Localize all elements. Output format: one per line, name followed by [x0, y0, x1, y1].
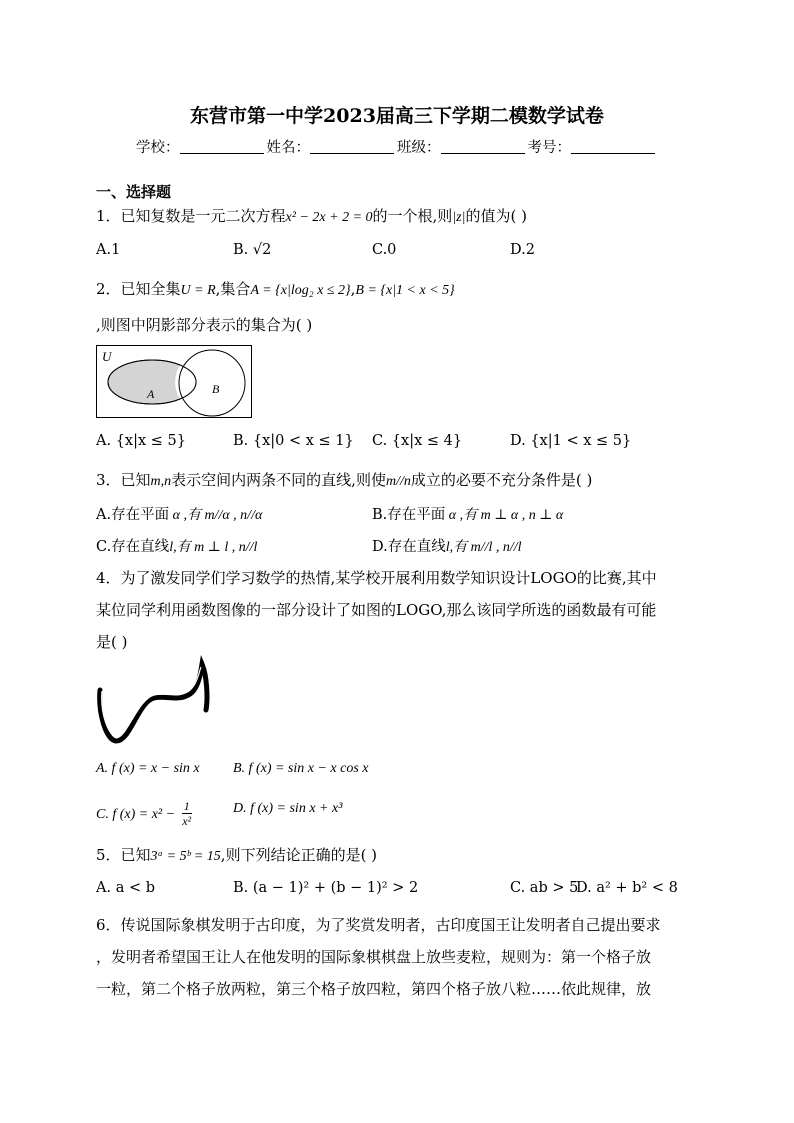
q4-option-d — [233, 800, 342, 817]
q5-equation: 3ᵃ = 5ᵇ = 15 — [150, 849, 221, 864]
q4-line-3: 是( ) — [96, 633, 128, 651]
q4-option-c — [96, 800, 192, 828]
class-label: 班级： — [397, 140, 441, 156]
q3-option-a — [96, 503, 262, 524]
q1-option-d: D.2 — [510, 242, 535, 258]
q1-option-c: C.0 — [372, 242, 397, 258]
q4-option-c-fraction — [182, 800, 192, 828]
q4-option-d-math: D. f (x) = sin x + x³ — [233, 801, 343, 816]
q1-equation: x² − 2x + 2 = 0 — [285, 210, 373, 225]
q3-mn: m,n — [150, 474, 172, 489]
q1-text-before: 1．已知复数是一元二次方程 — [96, 207, 286, 225]
venn-diagram — [96, 345, 252, 419]
id-blank — [571, 139, 655, 154]
q6-line-3: 一粒，第二个格子放两粒，第三个格子放四粒，第四个格子放八粒……依此规律，放 — [96, 980, 652, 998]
q6-line-1: 6．传说国际象棋发明于古印度，为了奖赏发明者，古印度国王让发明者自己提出要求 — [96, 916, 661, 934]
question-2 — [96, 278, 455, 299]
q5-option-d: D. a² + b² < 8 — [576, 880, 678, 896]
student-info-line — [0, 136, 794, 157]
q3-option-c-math: l,有 m ⊥ l , n//l — [169, 540, 258, 555]
q4-option-b — [233, 760, 369, 777]
venn-label-a: A — [147, 387, 155, 401]
q3-condition: m//n — [385, 474, 411, 489]
q4-option-c-math: C. f (x) = x² − — [96, 807, 176, 822]
question-3 — [96, 469, 592, 490]
school-label: 学校： — [136, 140, 180, 156]
q3-option-d-math: l,有 m//l , n//l — [445, 540, 522, 555]
question-5 — [96, 844, 377, 865]
q2-option-b: B. {x|0 < x ≤ 1} — [233, 433, 354, 449]
class-blank — [441, 139, 525, 154]
q3-text-b: 表示空间内两条不同的直线,则使 — [171, 471, 386, 489]
q3-option-b — [372, 503, 563, 524]
section-heading: 一、选择题 — [96, 183, 172, 201]
q1-text-end: 的值为( ) — [465, 207, 527, 225]
q3-option-a-text: A.存在平面 — [96, 507, 170, 523]
q3-option-c — [96, 535, 257, 556]
name-label: 姓名： — [266, 140, 310, 156]
q2-line-2: ,则图中阴影部分表示的集合为( ) — [96, 316, 313, 334]
q2-text-a: 2．已知全集 — [96, 280, 181, 298]
q3-text-a: 3．已知 — [96, 471, 151, 489]
q1-option-b: B. √2 — [233, 242, 272, 258]
q3-text-c: 成立的必要不充分条件是( ) — [410, 471, 593, 489]
q2-option-a: A. {x|x ≤ 5} — [96, 433, 186, 449]
q4-option-a-math: A. f (x) = x − sin x — [96, 761, 200, 776]
q2-sep: , — [350, 280, 356, 298]
q4-line-2: 某位同学利用函数图像的一部分设计了如图的LOGO,那么该同学所选的函数最有可能 — [96, 601, 657, 619]
q4-fraction-denominator: x² — [182, 814, 192, 828]
logo-curve-outer — [100, 664, 207, 741]
q5-option-b: B. (a − 1)² + (b − 1)² > 2 — [233, 880, 419, 896]
q2-universal-set: U = R — [180, 283, 216, 298]
id-label: 考号： — [527, 140, 571, 156]
q1-option-a: A.1 — [96, 242, 121, 258]
q2-option-d: D. {x|1 < x ≤ 5} — [510, 433, 632, 449]
venn-label-b: B — [212, 382, 220, 396]
q4-fraction-numerator: 1 — [183, 799, 190, 813]
q4-line-1: 4．为了激发同学们学习数学的热情,某学校开展利用数学知识设计LOGO的比赛,其中 — [96, 569, 657, 587]
venn-label-u: U — [102, 349, 112, 364]
q2-option-c: C. {x|x ≤ 4} — [372, 433, 463, 449]
q3-option-d — [372, 535, 522, 556]
q1-abs: |z| — [452, 210, 466, 225]
q3-option-d-text: D.存在直线 — [372, 539, 446, 555]
q2-set-a: A = {x|log₂ x ≤ 2} — [250, 283, 351, 298]
logo-curve-figure — [96, 658, 212, 748]
venn-intersection — [175, 365, 196, 399]
q6-line-2: ，发明者希望国王让人在他发明的国际象棋棋盘上放些麦粒，规则为：第一个格子放 — [96, 948, 652, 966]
q3-option-b-text: B.存在平面 — [372, 507, 446, 523]
q3-option-a-math: α ,有 m//α , n//α — [169, 508, 263, 523]
q2-set-b: B = {x|1 < x < 5} — [355, 283, 455, 298]
q1-text-after: 的一个根,则 — [372, 207, 453, 225]
q5-option-c: C. ab > 5 — [510, 880, 579, 896]
question-1 — [96, 205, 527, 226]
q5-text-a: 5．已知 — [96, 846, 151, 864]
q4-option-a — [96, 760, 200, 777]
q4-option-b-math: B. f (x) = sin x − x cos x — [233, 761, 369, 776]
exam-title: 东营市第一中学2023届高三下学期二模数学试卷 — [190, 105, 604, 127]
q2-text-b: ,集合 — [215, 280, 251, 298]
school-blank — [180, 139, 264, 154]
q3-option-c-text: C.存在直线 — [96, 539, 170, 555]
q3-option-b-math: α ,有 m ⊥ α , n ⊥ α — [445, 508, 564, 523]
q5-text-b: ,则下列结论正确的是( ) — [220, 846, 378, 864]
name-blank — [310, 139, 394, 154]
q5-option-a: A. a < b — [96, 880, 155, 896]
